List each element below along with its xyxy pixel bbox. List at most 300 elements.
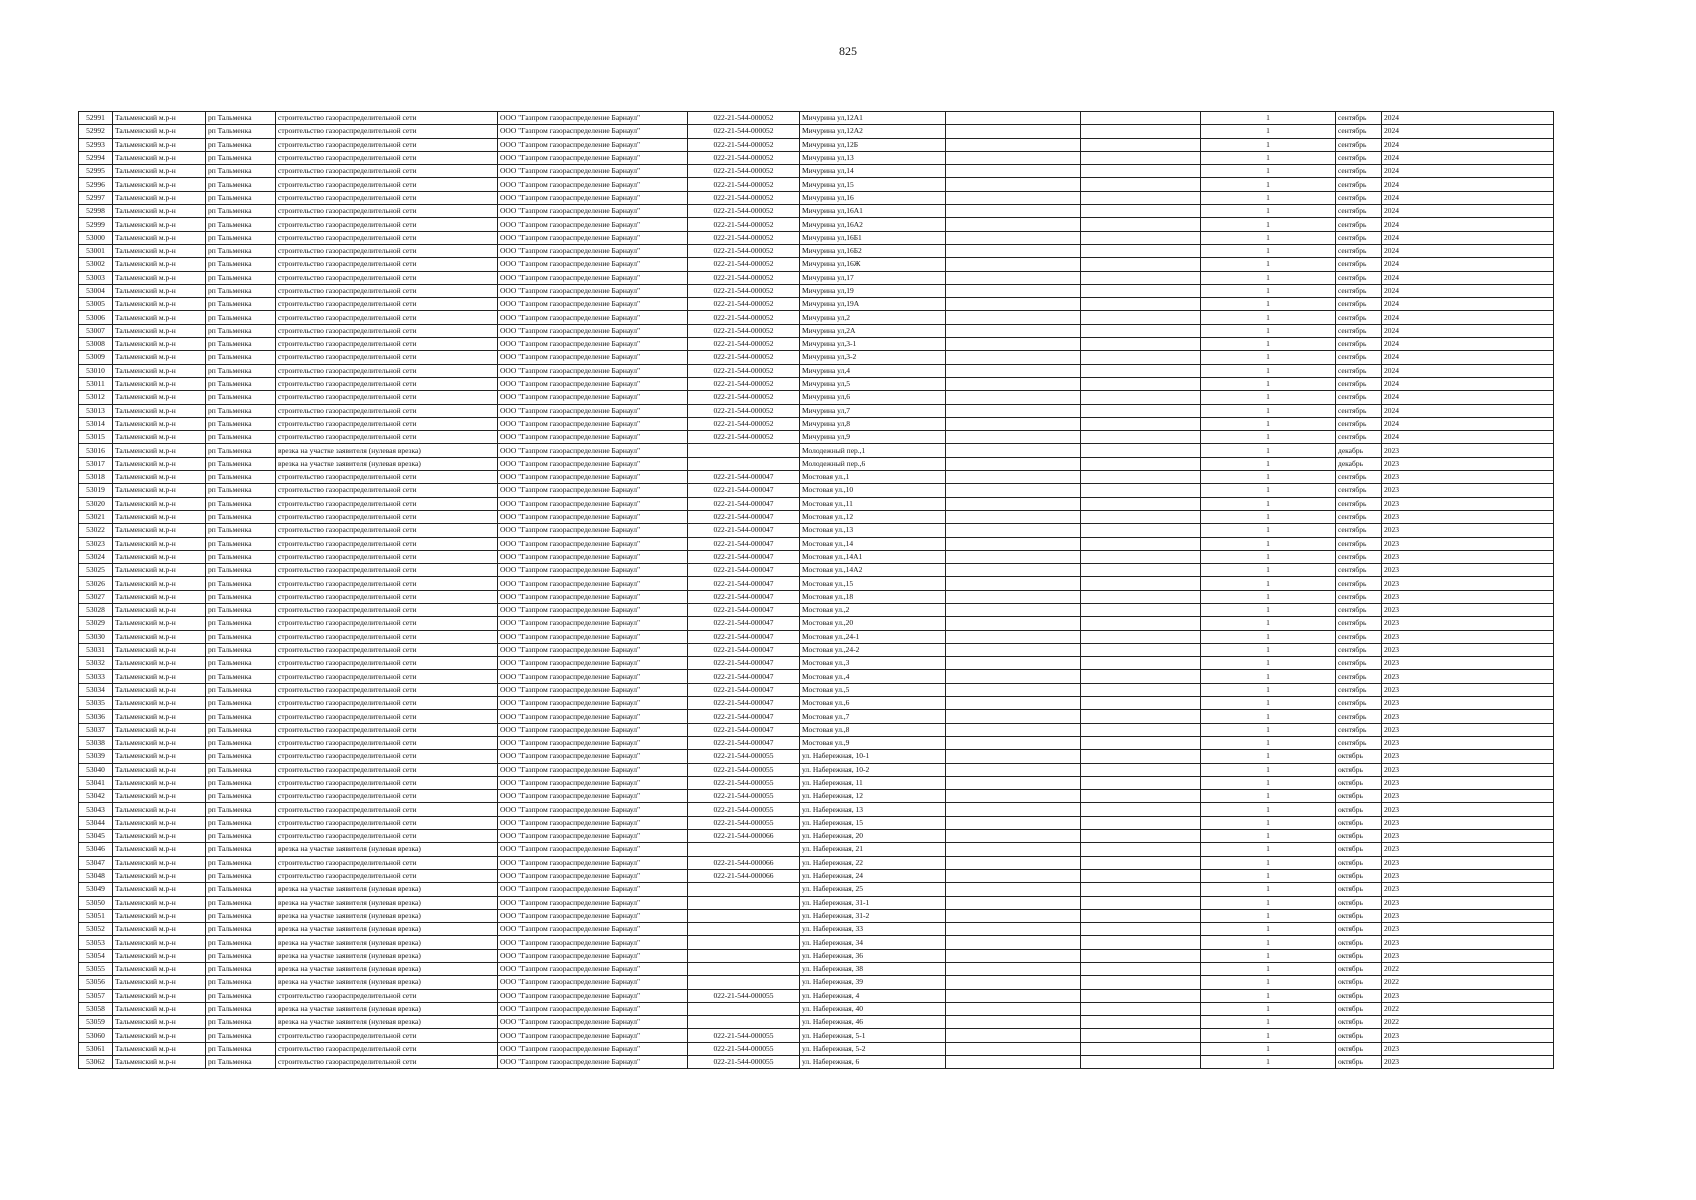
cell-empty: [1081, 710, 1201, 723]
cell-empty: [1081, 471, 1201, 484]
cell-plan: [688, 896, 800, 909]
cell-company: ООО "Газпром газораспределение Барнаул": [498, 643, 688, 656]
cell-settlement: рп Тальменка: [206, 843, 276, 856]
cell-address: ул. Набережная, 20: [800, 830, 946, 843]
cell-empty: [1081, 736, 1201, 749]
cell-district: Тальменский м.р-н: [113, 112, 206, 125]
cell-year: 2024: [1382, 311, 1554, 324]
cell-company: ООО "Газпром газораспределение Барнаул": [498, 1056, 688, 1069]
cell-year: 2023: [1382, 617, 1554, 630]
cell-plan: [688, 1002, 800, 1015]
cell-month: сентябрь: [1336, 657, 1382, 670]
cell-id: 53029: [79, 617, 113, 630]
cell-month: сентябрь: [1336, 324, 1382, 337]
cell-work: строительство газораспределительной сети: [276, 1029, 498, 1042]
table-row: [79, 936, 1554, 949]
cell-year: 2023: [1382, 869, 1554, 882]
cell-address: ул. Набережная, 22: [800, 856, 946, 869]
cell-address: Мичурина ул,5: [800, 377, 946, 390]
cell-id: 53011: [79, 377, 113, 390]
cell-month: сентябрь: [1336, 417, 1382, 430]
cell-empty: [1081, 1029, 1201, 1042]
cell-month: сентябрь: [1336, 670, 1382, 683]
cell-address: Молодежный пер.,6: [800, 457, 946, 470]
cell-year: 2023: [1382, 883, 1554, 896]
cell-month: октябрь: [1336, 856, 1382, 869]
cell-work: врезка на участке заявителя (нулевая врезка): [276, 1016, 498, 1029]
cell-company: ООО "Газпром газораспределение Барнаул": [498, 324, 688, 337]
cell-company: ООО "Газпром газораспределение Барнаул": [498, 603, 688, 616]
table-body: [79, 112, 1554, 1069]
cell-month: сентябрь: [1336, 723, 1382, 736]
cell-empty: [946, 643, 1081, 656]
cell-qty: 1: [1201, 404, 1336, 417]
cell-work: врезка на участке заявителя (нулевая врезка): [276, 923, 498, 936]
cell-id: 53038: [79, 736, 113, 749]
table-row: [79, 537, 1554, 550]
cell-qty: 1: [1201, 284, 1336, 297]
cell-qty: 1: [1201, 657, 1336, 670]
cell-id: 53034: [79, 683, 113, 696]
cell-work: врезка на участке заявителя (нулевая врезка): [276, 457, 498, 470]
cell-id: 53024: [79, 550, 113, 563]
cell-empty: [946, 537, 1081, 550]
cell-district: Тальменский м.р-н: [113, 271, 206, 284]
cell-plan: 022-21-544-000047: [688, 471, 800, 484]
cell-year: 2023: [1382, 471, 1554, 484]
cell-id: 53046: [79, 843, 113, 856]
cell-work: строительство газораспределительной сети: [276, 191, 498, 204]
cell-company: ООО "Газпром газораспределение Барнаул": [498, 218, 688, 231]
cell-empty: [1081, 750, 1201, 763]
cell-work: строительство газораспределительной сети: [276, 338, 498, 351]
cell-empty: [946, 657, 1081, 670]
cell-settlement: рп Тальменка: [206, 936, 276, 949]
cell-empty: [1081, 457, 1201, 470]
cell-address: Мостовая ул.,4: [800, 670, 946, 683]
cell-plan: 022-21-544-000055: [688, 776, 800, 789]
cell-year: 2023: [1382, 1029, 1554, 1042]
cell-month: сентябрь: [1336, 577, 1382, 590]
cell-empty: [946, 883, 1081, 896]
cell-id: 53008: [79, 338, 113, 351]
cell-qty: 1: [1201, 191, 1336, 204]
cell-work: строительство газораспределительной сети: [276, 630, 498, 643]
cell-settlement: рп Тальменка: [206, 205, 276, 218]
cell-empty: [1081, 803, 1201, 816]
cell-plan: 022-21-544-000055: [688, 1042, 800, 1055]
cell-address: ул. Набережная, 36: [800, 949, 946, 962]
cell-qty: 1: [1201, 258, 1336, 271]
cell-empty: [946, 404, 1081, 417]
cell-settlement: рп Тальменка: [206, 284, 276, 297]
cell-qty: 1: [1201, 457, 1336, 470]
cell-district: Тальменский м.р-н: [113, 298, 206, 311]
cell-company: ООО "Газпром газораспределение Барнаул": [498, 457, 688, 470]
cell-settlement: рп Тальменка: [206, 564, 276, 577]
cell-settlement: рп Тальменка: [206, 643, 276, 656]
cell-company: ООО "Газпром газораспределение Барнаул": [498, 444, 688, 457]
cell-id: 53020: [79, 497, 113, 510]
cell-empty: [1081, 364, 1201, 377]
cell-work: строительство газораспределительной сети: [276, 471, 498, 484]
cell-company: ООО "Газпром газораспределение Барнаул": [498, 497, 688, 510]
cell-address: ул. Набережная, 46: [800, 1016, 946, 1029]
cell-qty: 1: [1201, 617, 1336, 630]
cell-empty: [946, 112, 1081, 125]
cell-settlement: рп Тальменка: [206, 258, 276, 271]
cell-empty: [1081, 431, 1201, 444]
cell-settlement: рп Тальменка: [206, 949, 276, 962]
cell-empty: [1081, 643, 1201, 656]
cell-company: ООО "Газпром газораспределение Барнаул": [498, 351, 688, 364]
cell-settlement: рп Тальменка: [206, 324, 276, 337]
cell-qty: 1: [1201, 510, 1336, 523]
cell-year: 2023: [1382, 896, 1554, 909]
cell-empty: [1081, 683, 1201, 696]
table-row: [79, 750, 1554, 763]
table-row: [79, 178, 1554, 191]
cell-month: сентябрь: [1336, 510, 1382, 523]
cell-year: 2023: [1382, 497, 1554, 510]
cell-year: 2023: [1382, 723, 1554, 736]
cell-district: Тальменский м.р-н: [113, 324, 206, 337]
cell-address: Мичурина ул,16Б1: [800, 231, 946, 244]
cell-empty: [946, 976, 1081, 989]
cell-month: октябрь: [1336, 776, 1382, 789]
table-row: [79, 497, 1554, 510]
cell-district: Тальменский м.р-н: [113, 776, 206, 789]
table-row: [79, 138, 1554, 151]
cell-qty: 1: [1201, 112, 1336, 125]
cell-empty: [946, 750, 1081, 763]
cell-plan: 022-21-544-000052: [688, 138, 800, 151]
cell-empty: [1081, 723, 1201, 736]
cell-qty: 1: [1201, 338, 1336, 351]
cell-company: ООО "Газпром газораспределение Барнаул": [498, 869, 688, 882]
table-row: [79, 244, 1554, 257]
cell-year: 2023: [1382, 856, 1554, 869]
cell-month: сентябрь: [1336, 165, 1382, 178]
cell-empty: [946, 1002, 1081, 1015]
cell-address: Мостовая ул.,15: [800, 577, 946, 590]
cell-empty: [946, 151, 1081, 164]
cell-qty: 1: [1201, 377, 1336, 390]
cell-empty: [946, 364, 1081, 377]
cell-month: сентябрь: [1336, 178, 1382, 191]
cell-district: Тальменский м.р-н: [113, 537, 206, 550]
cell-year: 2022: [1382, 976, 1554, 989]
cell-work: строительство газораспределительной сети: [276, 697, 498, 710]
cell-empty: [1081, 351, 1201, 364]
table-row: [79, 816, 1554, 829]
cell-district: Тальменский м.р-н: [113, 457, 206, 470]
table-row: [79, 976, 1554, 989]
cell-district: Тальменский м.р-н: [113, 471, 206, 484]
cell-empty: [946, 338, 1081, 351]
cell-empty: [1081, 989, 1201, 1002]
cell-empty: [946, 457, 1081, 470]
cell-plan: 022-21-544-000052: [688, 151, 800, 164]
table-row: [79, 191, 1554, 204]
cell-month: сентябрь: [1336, 683, 1382, 696]
cell-empty: [1081, 577, 1201, 590]
cell-address: Мичурина ул,6: [800, 391, 946, 404]
cell-plan: [688, 936, 800, 949]
cell-qty: 1: [1201, 763, 1336, 776]
cell-company: ООО "Газпром газораспределение Барнаул": [498, 883, 688, 896]
cell-empty: [946, 1029, 1081, 1042]
cell-qty: 1: [1201, 138, 1336, 151]
cell-address: Мичурина ул,19А: [800, 298, 946, 311]
cell-settlement: рп Тальменка: [206, 231, 276, 244]
table-row: [79, 869, 1554, 882]
cell-plan: [688, 1016, 800, 1029]
cell-settlement: рп Тальменка: [206, 989, 276, 1002]
cell-work: строительство газораспределительной сети: [276, 723, 498, 736]
cell-month: сентябрь: [1336, 351, 1382, 364]
cell-empty: [946, 697, 1081, 710]
table-row: [79, 776, 1554, 789]
cell-district: Тальменский м.р-н: [113, 657, 206, 670]
cell-empty: [1081, 564, 1201, 577]
cell-settlement: рп Тальменка: [206, 178, 276, 191]
cell-address: ул. Набережная, 13: [800, 803, 946, 816]
cell-qty: 1: [1201, 816, 1336, 829]
cell-qty: 1: [1201, 231, 1336, 244]
cell-address: Мостовая ул.,24-1: [800, 630, 946, 643]
cell-plan: 022-21-544-000066: [688, 869, 800, 882]
cell-year: 2024: [1382, 125, 1554, 138]
cell-plan: 022-21-544-000047: [688, 524, 800, 537]
cell-settlement: рп Тальменка: [206, 457, 276, 470]
cell-month: сентябрь: [1336, 564, 1382, 577]
cell-empty: [1081, 763, 1201, 776]
cell-empty: [946, 670, 1081, 683]
cell-month: сентябрь: [1336, 497, 1382, 510]
cell-plan: 022-21-544-000047: [688, 697, 800, 710]
cell-empty: [1081, 909, 1201, 922]
cell-year: 2023: [1382, 803, 1554, 816]
cell-district: Тальменский м.р-н: [113, 843, 206, 856]
cell-district: Тальменский м.р-н: [113, 1002, 206, 1015]
cell-address: Мостовая ул.,6: [800, 697, 946, 710]
cell-empty: [1081, 497, 1201, 510]
cell-company: ООО "Газпром газораспределение Барнаул": [498, 537, 688, 550]
cell-work: строительство газораспределительной сети: [276, 417, 498, 430]
cell-qty: 1: [1201, 683, 1336, 696]
cell-qty: 1: [1201, 564, 1336, 577]
cell-work: строительство газораспределительной сети: [276, 643, 498, 656]
table-row: [79, 457, 1554, 470]
table-row: [79, 564, 1554, 577]
cell-district: Тальменский м.р-н: [113, 989, 206, 1002]
cell-company: ООО "Газпром газораспределение Барнаул": [498, 763, 688, 776]
cell-settlement: рп Тальменка: [206, 1056, 276, 1069]
cell-id: 53048: [79, 869, 113, 882]
cell-year: 2024: [1382, 178, 1554, 191]
cell-district: Тальменский м.р-н: [113, 484, 206, 497]
cell-district: Тальменский м.р-н: [113, 138, 206, 151]
cell-month: сентябрь: [1336, 271, 1382, 284]
table-row: [79, 125, 1554, 138]
cell-plan: 022-21-544-000047: [688, 564, 800, 577]
cell-work: строительство газораспределительной сети: [276, 244, 498, 257]
cell-id: 52992: [79, 125, 113, 138]
cell-district: Тальменский м.р-н: [113, 909, 206, 922]
cell-work: строительство газораспределительной сети: [276, 989, 498, 1002]
cell-empty: [1081, 657, 1201, 670]
cell-company: ООО "Газпром газораспределение Барнаул": [498, 151, 688, 164]
cell-settlement: рп Тальменка: [206, 896, 276, 909]
cell-district: Тальменский м.р-н: [113, 218, 206, 231]
cell-company: ООО "Газпром газораспределение Барнаул": [498, 989, 688, 1002]
cell-qty: 1: [1201, 630, 1336, 643]
cell-district: Тальменский м.р-н: [113, 603, 206, 616]
cell-work: строительство газораспределительной сети: [276, 564, 498, 577]
cell-empty: [1081, 976, 1201, 989]
cell-plan: [688, 949, 800, 962]
cell-work: строительство газораспределительной сети: [276, 763, 498, 776]
cell-month: сентябрь: [1336, 218, 1382, 231]
cell-plan: 022-21-544-000047: [688, 736, 800, 749]
cell-address: Мостовая ул.,24-2: [800, 643, 946, 656]
cell-work: строительство газораспределительной сети: [276, 404, 498, 417]
cell-month: сентябрь: [1336, 471, 1382, 484]
cell-work: строительство газораспределительной сети: [276, 205, 498, 218]
table-row: [79, 1002, 1554, 1015]
cell-year: 2024: [1382, 271, 1554, 284]
cell-empty: [946, 497, 1081, 510]
cell-qty: 1: [1201, 431, 1336, 444]
cell-settlement: рп Тальменка: [206, 590, 276, 603]
cell-qty: 1: [1201, 165, 1336, 178]
cell-district: Тальменский м.р-н: [113, 258, 206, 271]
table-row: [79, 710, 1554, 723]
table-row: [79, 630, 1554, 643]
cell-year: 2024: [1382, 284, 1554, 297]
cell-qty: 1: [1201, 1056, 1336, 1069]
cell-year: 2023: [1382, 524, 1554, 537]
cell-month: сентябрь: [1336, 338, 1382, 351]
cell-company: ООО "Газпром газораспределение Барнаул": [498, 391, 688, 404]
cell-month: сентябрь: [1336, 112, 1382, 125]
cell-settlement: рп Тальменка: [206, 1002, 276, 1015]
table-row: [79, 577, 1554, 590]
table-row: [79, 657, 1554, 670]
cell-address: Мостовая ул.,13: [800, 524, 946, 537]
cell-work: строительство газораспределительной сети: [276, 524, 498, 537]
cell-settlement: рп Тальменка: [206, 351, 276, 364]
cell-qty: 1: [1201, 1016, 1336, 1029]
page-number: 825: [839, 44, 857, 58]
cell-plan: 022-21-544-000047: [688, 590, 800, 603]
cell-year: 2023: [1382, 457, 1554, 470]
cell-empty: [946, 909, 1081, 922]
cell-settlement: рп Тальменка: [206, 963, 276, 976]
table-row: [79, 590, 1554, 603]
cell-address: Мичурина ул,13: [800, 151, 946, 164]
cell-company: ООО "Газпром газораспределение Барнаул": [498, 909, 688, 922]
cell-address: ул. Набережная, 21: [800, 843, 946, 856]
cell-id: 53004: [79, 284, 113, 297]
cell-year: 2023: [1382, 670, 1554, 683]
cell-empty: [1081, 697, 1201, 710]
cell-address: Мичурина ул,15: [800, 178, 946, 191]
cell-empty: [946, 577, 1081, 590]
cell-empty: [1081, 1016, 1201, 1029]
table-row: [79, 324, 1554, 337]
cell-empty: [946, 564, 1081, 577]
table-row: [79, 803, 1554, 816]
cell-empty: [1081, 444, 1201, 457]
cell-work: строительство газораспределительной сети: [276, 603, 498, 616]
cell-qty: 1: [1201, 524, 1336, 537]
cell-id: 53056: [79, 976, 113, 989]
cell-company: ООО "Газпром газораспределение Барнаул": [498, 657, 688, 670]
cell-work: строительство газораспределительной сети: [276, 258, 498, 271]
cell-id: 52998: [79, 205, 113, 218]
cell-id: 53058: [79, 1002, 113, 1015]
cell-qty: 1: [1201, 497, 1336, 510]
cell-plan: 022-21-544-000052: [688, 311, 800, 324]
cell-empty: [1081, 630, 1201, 643]
cell-plan: [688, 883, 800, 896]
cell-qty: 1: [1201, 843, 1336, 856]
cell-empty: [946, 218, 1081, 231]
cell-year: 2023: [1382, 776, 1554, 789]
cell-empty: [1081, 537, 1201, 550]
cell-empty: [946, 178, 1081, 191]
cell-work: врезка на участке заявителя (нулевая врезка): [276, 976, 498, 989]
cell-empty: [1081, 391, 1201, 404]
cell-plan: 022-21-544-000047: [688, 617, 800, 630]
cell-settlement: рп Тальменка: [206, 431, 276, 444]
cell-empty: [1081, 125, 1201, 138]
cell-work: строительство газораспределительной сети: [276, 431, 498, 444]
cell-empty: [946, 311, 1081, 324]
cell-qty: 1: [1201, 790, 1336, 803]
cell-empty: [946, 391, 1081, 404]
cell-district: Тальменский м.р-н: [113, 497, 206, 510]
table-row: [79, 284, 1554, 297]
cell-empty: [1081, 830, 1201, 843]
cell-id: 53042: [79, 790, 113, 803]
cell-settlement: рп Тальменка: [206, 471, 276, 484]
cell-plan: 022-21-544-000047: [688, 657, 800, 670]
cell-address: Мостовая ул.,3: [800, 657, 946, 670]
cell-plan: 022-21-544-000055: [688, 763, 800, 776]
cell-district: Тальменский м.р-н: [113, 710, 206, 723]
cell-district: Тальменский м.р-н: [113, 723, 206, 736]
table-row: [79, 1042, 1554, 1055]
cell-empty: [946, 763, 1081, 776]
table-row: [79, 351, 1554, 364]
cell-settlement: рп Тальменка: [206, 112, 276, 125]
cell-year: 2023: [1382, 1056, 1554, 1069]
cell-company: ООО "Газпром газораспределение Барнаул": [498, 338, 688, 351]
cell-company: ООО "Газпром газораспределение Барнаул": [498, 949, 688, 962]
cell-settlement: рп Тальменка: [206, 338, 276, 351]
cell-work: строительство газораспределительной сети: [276, 484, 498, 497]
cell-empty: [946, 231, 1081, 244]
cell-work: строительство газораспределительной сети: [276, 590, 498, 603]
cell-month: октябрь: [1336, 936, 1382, 949]
cell-year: 2024: [1382, 205, 1554, 218]
cell-year: 2023: [1382, 630, 1554, 643]
cell-plan: 022-21-544-000052: [688, 218, 800, 231]
cell-district: Тальменский м.р-н: [113, 564, 206, 577]
